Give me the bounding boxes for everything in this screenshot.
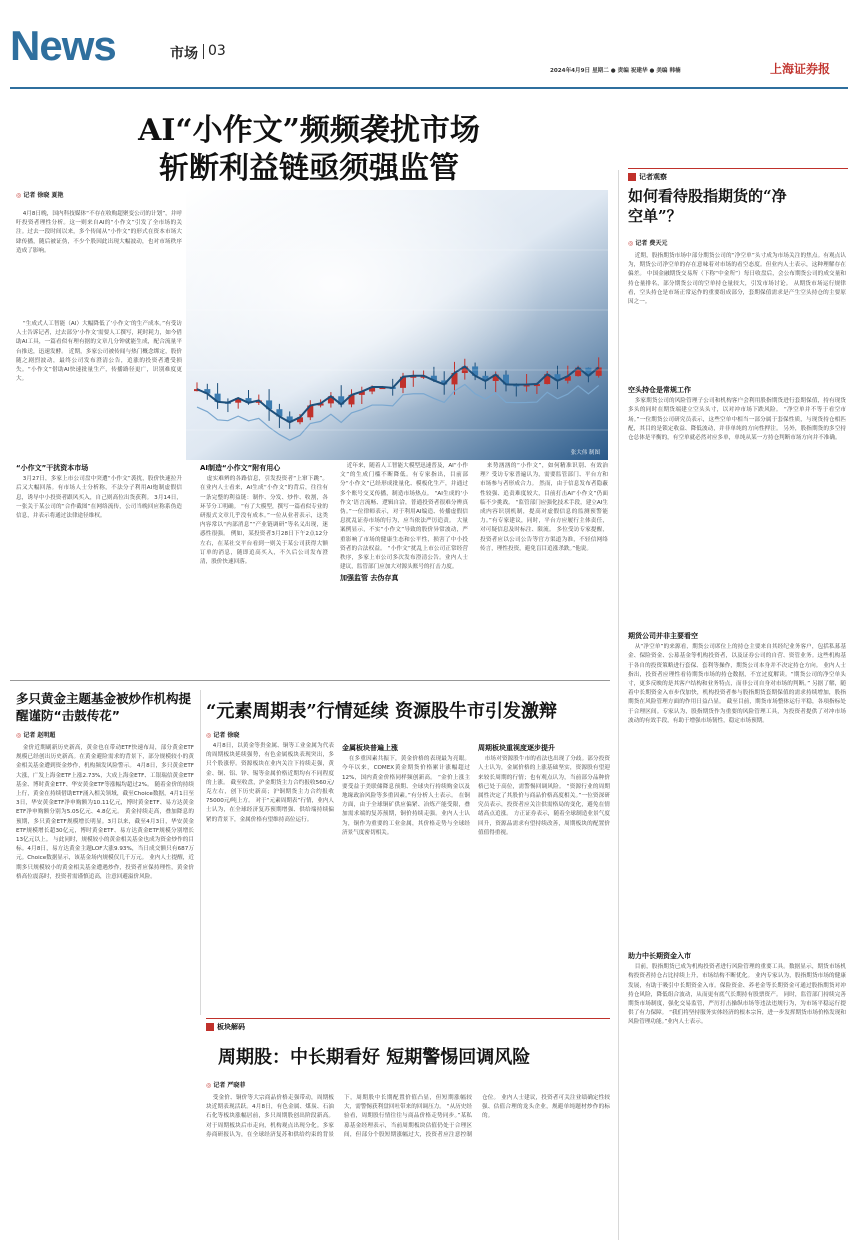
- mid-center-col3: [478, 742, 610, 1012]
- lead-illustration: [186, 190, 608, 460]
- right-top-tag: [628, 172, 667, 182]
- lead-headline-line2: 斩断利益链亟须强监管: [159, 151, 459, 186]
- right-column-divider: [618, 170, 619, 1240]
- right-top-body-1: [628, 252, 846, 382]
- lead-col4: [340, 462, 468, 672]
- lead-sub-heading-2: AI制造“小作文”附有用心: [200, 464, 281, 472]
- mid-left-reporter-text: 记者 赵明超: [23, 732, 56, 739]
- section-divider: [203, 44, 204, 59]
- bottom-rule: [206, 1018, 610, 1019]
- stock-chart-illustration: [186, 190, 608, 460]
- lead-col3: [200, 462, 328, 672]
- lead-col1: [16, 320, 182, 460]
- lead-col2: [16, 462, 182, 672]
- mid-center-text-3: 市场对资源股牛市的看法也出现了分歧。部分投资人士认为，金属价格的上涨基础坚实，资源股有望迎来较长周期的行情；也有观点认为，当前部分品种价格已处于高位，需警惕回调风险。 “资源行业的周期属性决定了其股价与商品价格高度相关。”一位资深研究员表示，投资者应关注供需格局的变化，避免在情绪高点追涨。 方正证券表示，随着全球制造业景气度回升，资源品需求有望持续改善，周期板块的配置价值值得重视。: [478, 756, 610, 836]
- right-top-headline: 如何看待股指期货的“净空单”？: [628, 187, 787, 225]
- lead-intro-text: 4月8日晚，国内科技媒体“不存在收购超聚变公司的计划”，并呼吁投资者理性分析。这一则来自AI的“小作文”引发了全市场的关注。过去一段时间以来，多个传闻从“小作文”的形式在资本市场大肆传播，随后被证伪，不少个股因此出现大幅波动，也对市场秩序造成了影响。: [16, 211, 182, 254]
- bottom-reporter-text: 记者 严晓菲: [213, 1082, 246, 1089]
- bottom-tag: [206, 1022, 245, 1032]
- mid-center-reporter: [206, 730, 239, 739]
- right-bottom-sub-heading: 助力中长期资金入市: [628, 952, 691, 960]
- lead-headline-line1: AI“小作文”频频袭扰市场: [138, 113, 480, 148]
- bottom-reporter: [206, 1080, 245, 1089]
- mid-center-headline: “元素周期表”行情延续 资源股牛市引发激辩: [206, 701, 557, 722]
- lead-reporter-text: 记者 徐晓 夏艳: [23, 192, 64, 199]
- mid-center-reporter-text: 记者 徐晓: [213, 732, 240, 739]
- masthead: [10, 22, 850, 76]
- mid-center-col2: [342, 742, 470, 1012]
- lead-reporter: [16, 190, 64, 199]
- right-top-tag-text: 记者观察: [639, 173, 667, 181]
- mid-center-text-2: 在多重因素共振下，黄金价格的表现最为亮眼。今年以来，COMEX黄金期货价格累计涨幅超过12%，国内黄金价格同样频创新高。 “金价上涨主要受益于美联储降息预期、全球央行持续购金以及地缘政治风险等多重因素。”有分析人士表示。 在铜方面，由于全球铜矿供应偏紧、冶炼产能受限，叠加需求端的复苏预期，铜价持续走强。业内人士认为，铜作为重要的工业金属，其价格走势与全球经济景气度密切相关。: [342, 756, 470, 836]
- right-bottom-text: 目前，股指期货已成为机构投资者进行风险管理的重要工具。数据显示，期货市场机构投资者持仓占比持续上升，市场结构不断优化。 业内专家认为，股指期货市场的健康发展，有助于吸引中长期资金入市。保险资金、养老金等长期资金可通过股指期货对冲持仓风险，降低组合波动，从而更有底气长期持有股票资产。 同时，监管部门持续完善期货市场制度，强化交易监管，严厉打击操纵市场等违法违规行为，为市场平稳运行提供了有力保障。 “我们将坚持服务实体经济的根本宗旨，进一步发挥期货市场价格发现和风险管理功能。”业内人士表示。: [628, 964, 846, 1026]
- lead-col4-text: 近年来，随着人工智能大模型迅速普及，AI“小作文”的生成门槛不断降低。有专家指出，目前部分“小作文”已经形成批量化、模板化生产，并通过多个账号交叉传播，制造市场热点。 “AI生成的‘小作文’语言流畅、逻辑自洽，普通投资者很难分辨真伪。”一位律师表示，对于利用AI编造、传播虚假信息扰乱证券市场的行为，应当依法严厉追责。 大量案例显示，不实“小作文”导致的股价异常波动，严重影响了市场的健康生态和公平性，损害了中小投资者的合法权益。 “小作文”扰乱上市公司正常经营秩序，多家上市公司多次发布澄清公告。业内人士建议，监管部门应加大对源头账号的打击力度。: [340, 463, 468, 571]
- mid-left-headline: 多只黄金主题基金被炒作机构提醒谨防“击鼓传花”: [16, 691, 192, 723]
- tag-block-icon: [628, 173, 636, 181]
- mid-left-body: [16, 744, 194, 1238]
- right-bottom-body: [628, 950, 846, 1240]
- reporter-marker-icon: ◎: [628, 240, 634, 247]
- mid-center-col1: [206, 742, 334, 1012]
- right-top-body-2: [628, 384, 846, 624]
- bottom-text: 受金价、铜价等大宗商品价格走强带动，周期板块近期表现活跃。4月8日，有色金属、煤炭、石油石化等板块涨幅居前，多只周期股创出阶段新高。 对于周期板块后市走向，机构观点出现分化。多家券商研报认为，在全球经济复苏和供给约束的背景下，周期股中长期配置价值凸显，但短期涨幅较大，需警惕获利盘回吐带来的回调压力。 “从历史经验看，周期股行情往往与商品价格走势同步。”某私募基金经理表示，当前周期板块估值仍处于合理区间，但部分个股短期涨幅过大，投资者应注意控制仓位。 业内人士建议，投资者可关注业绩确定性较强、估值合理的龙头企业，规避单纯题材炒作的标的。: [206, 1095, 610, 1138]
- mid-center-sub-heading-1: 金属板块普遍上涨: [342, 744, 398, 752]
- mid-top-rule: [10, 680, 610, 681]
- section-name: 市场: [170, 46, 198, 62]
- lead-col2-text: 3月27日，多家上市公司盘中突遭“小作文”袭扰，股价快速拉升后又大幅回落。有市场人士分析称，不法分子利用AI炮制虚假信息，诱导中小投资者跟风买入，自己则高位出货获利。 3月14日，一张关于某公司的“合作截图”在网络流传，公司当晚回应称系伪造信息，并表示将通过法律途径维权。: [16, 476, 182, 520]
- paper-name: 上海证券报: [770, 62, 831, 76]
- right-top-text-2: 多家期货公司的风险管理子公司和机构客户会利用股指期货进行套期保值，持有现货多头的同时在期货端建立空头头寸，以对冲市场下跌风险。 “净空单并不等于看空市场。”一位期货公司研究员表示，这些空单中相当一部分属于套保性质，与现货持仓相匹配，其目的是锁定收益、降低波动，并非单纯的方向性押注。 另外，股指期货的多空持仓总体是平衡的，有空单就必然对应多单，单纯从某一方持仓判断市场方向并不准确。: [628, 398, 846, 442]
- right-top-reporter-text: 记者 费天元: [635, 240, 668, 247]
- lead-col1-text: “生成式人工智能（AI）大幅降低了‘小作文’的生产成本。”有受访人士告诉记者，过去部分‘小作文’需要人工撰写，耗时耗力，如今借助AI工具，一篇看似有理有据的文章几分钟就能生成，配合流量平台推送，迅速发酵。 近期，多家公司被传闻与热门概念绑定，股价随之剧烈波动，最终公司发布澄清公告，追涨的投资者遭受损失。“小作文”借助AI快速批量生产，传播路径更广，识别难度更大。: [16, 321, 182, 383]
- lead-col5-text: 来势汹汹的“小作文”，如何精准识别、有效治理？受访专家普遍认为，需要监管部门、平台方和市场参与者形成合力。 然而，由于信息发布者隐蔽性较强、追责难度较大，目前打击AI“小作文”仍面临不少挑战。 “监管部门应强化技术手段，建立AI生成内容识别机制，提高对虚假信息的监测预警能力。”有专家建议，同时，平台方应履行主体责任，对可疑信息及时标注、限流。 多位受访专家提醒，投资者应以公司公告等官方渠道为准，不轻信网络传言，理性投资，避免盲目追涨杀跌。”他说。: [480, 463, 608, 552]
- bottom-tag-text: 板块解码: [217, 1023, 245, 1031]
- mid-left-reporter: [16, 730, 55, 739]
- lead-sub-heading-1: “小作文”干扰资本市场: [16, 464, 89, 472]
- right-top-sub-heading-1: 空头持仓是常规工作: [628, 386, 691, 394]
- reporter-marker-icon: ◎: [206, 1082, 212, 1089]
- photo-credit: 张大伟 制图: [570, 450, 600, 456]
- lead-intro: [16, 210, 182, 320]
- mid-divider: [200, 690, 201, 1015]
- bottom-body: [206, 1094, 610, 1240]
- news-logo: News: [10, 22, 116, 69]
- reporter-marker-icon: ◎: [206, 732, 212, 739]
- right-top-text-1: 近期，股指期货市场中部分期货公司的“净空单”头寸成为市场关注的焦点。有观点认为，期货公司净空单的存在意味着对市场的看空态度。但业内人士表示，这种理解存在偏差。 中国金融期货交易所（下称“中金所”）每日收盘后，会公布期货公司的成交量和持仓量排名，部分期货公司的空单持仓量较大，引发市场讨论。 从期货市场运行规律看，空头持仓是市场正常运作的重要组成部分，套期保值需求是产生空头持仓的主要原因之一。: [628, 253, 846, 306]
- right-top-text-3: 从“净空单”的来源看，期货公司席位上的持仓主要来自其经纪业务客户，包括私募基金、保险资金、公募基金等机构投资者，以及证券公司的自营、资管业务。这些机构基于各自的投资策略进行套保、套利等操作，期货公司本身并不决定持仓方向。 业内人士指出，投资者应理性看待期货市场的持仓数据，不宜过度解读。“期货公司的净空单头寸，更多反映的是其客户结构和业务特点，而非公司自身对市场的判断。” 另据了解，随着中长期资金入市步伐加快，机构投资者参与股指期货套期保值的需求持续增加，股指期货在风险管理方面的作用日益凸显。 截至目前，期货市场整体运行平稳，各项指标处于合理区间。专家认为，股指期货作为重要的风险管理工具，为投资者提供了对冲市场波动的有效手段，有助于增强市场韧性，稳定市场预期。: [628, 644, 846, 724]
- right-top-sub-heading-2: 期货公司并非主要看空: [628, 632, 698, 640]
- lead-col3-text: 虚实难辨的各路信息，引发投资者“上窜下跳”。在业内人士看来，AI生成“小作文”的背后，往往有一条完整的利益链：制作、分发、炒作、收割，各环节分工明确。 “有了大模型，撰写一篇看似专业的研报式文章几乎没有成本。”一位从业者表示，这类内容常以“内部消息”“产业链调研”等名义出现，迷惑性很强。 例如，某投资者3月28日下午2点12分左右，在某社交平台看到一则关于某公司获得大额订单的消息，随即追高买入，不久后公司发布澄清，股价快速回落。: [200, 476, 328, 566]
- right-top-body-3: [628, 630, 846, 960]
- tag-block-icon: [206, 1023, 214, 1031]
- mid-left-text: 金价近期刷新历史新高，黄金也在带动ETF快速布局，部分黄金ETF规模已经创出历史新高。在黄金避险需求的背景下，部分规模较小的黄金相关基金遭到资金炒作，机构频发风险警示。 4月8日，多只黄金ETF大涨，广发上海金ETF上涨2.73%，大成上海金ETF、工银瑞信黄金ETF基金、博时黄金ETF、华安黄金ETF等涨幅均超过2%。 随着金价的持续上行，黄金在持续借助ETF涌入相关领域，截至Choice数据，4月1日至3日，华安黄金ETF净申购额为10.11亿元，博时黄金ETF、易方达黄金ETF净申购额分别为5.05亿元、4.8亿元。 黄金持续走高，叠加降息的预期，多只黄金ETF规模增长明显。3月以来，截至4月3日，华安黄金ETF规模增长超30亿元，博时黄金ETF、易方达黄金ETF规模分别增长13亿元以上。 与此同时，规模较小的黄金相关基金也成为资金炒作的目标。4月8日，易方达黄金主题LOF大涨9.93%，当日成交额只有687万元。Choice数据显示，该基金场内规模仅几千万元。 业内人士提醒，近期多只规模较小的黄金相关基金遭遇炒作，投资者应保持理性，黄金价格高位震荡时，投资者需谨慎追高，注意回避溢价风险。: [16, 745, 194, 880]
- lead-sub-heading-3: 加强监管 去伪存真: [340, 574, 399, 583]
- bottom-headline: 周期股：中长期看好 短期警惕回调风险: [218, 1047, 531, 1068]
- mid-center-text-1: 4月8日，以黄金等贵金属、铜等工业金属为代表的周期板块延续强势，有色金属板块表现突出，多只个股涨停。资源板块在业内关注下持续走强，黄金、铜、铝、锌、锡等金属价格近期均有不同程度的上涨。 截至收盘，沪金期货主力合约报收560元/克左右，创下历史新高；沪铜期货主力合约报收75000元/吨上方。 对于“元素周期表”行情，业内人士认为，在全球经济复苏预期增强、供给端持续偏紧的背景下，金属价格有望维持高位运行。: [206, 743, 334, 823]
- masthead-rule: [10, 87, 848, 89]
- right-top-reporter: [628, 238, 667, 247]
- lead-headline: [10, 112, 608, 188]
- reporter-marker-icon: ◎: [16, 732, 22, 739]
- reporter-marker-icon: ◎: [16, 192, 22, 199]
- right-top-rule: [628, 168, 848, 169]
- date-line: 2024年4月9日 星期二 ● 责编 祝建华 ● 美编 韩楠: [550, 68, 681, 74]
- lead-col5: [480, 462, 608, 672]
- page-number: 03: [208, 43, 226, 59]
- mid-center-sub-heading-2: 周期板块重视度逐步提升: [478, 744, 555, 752]
